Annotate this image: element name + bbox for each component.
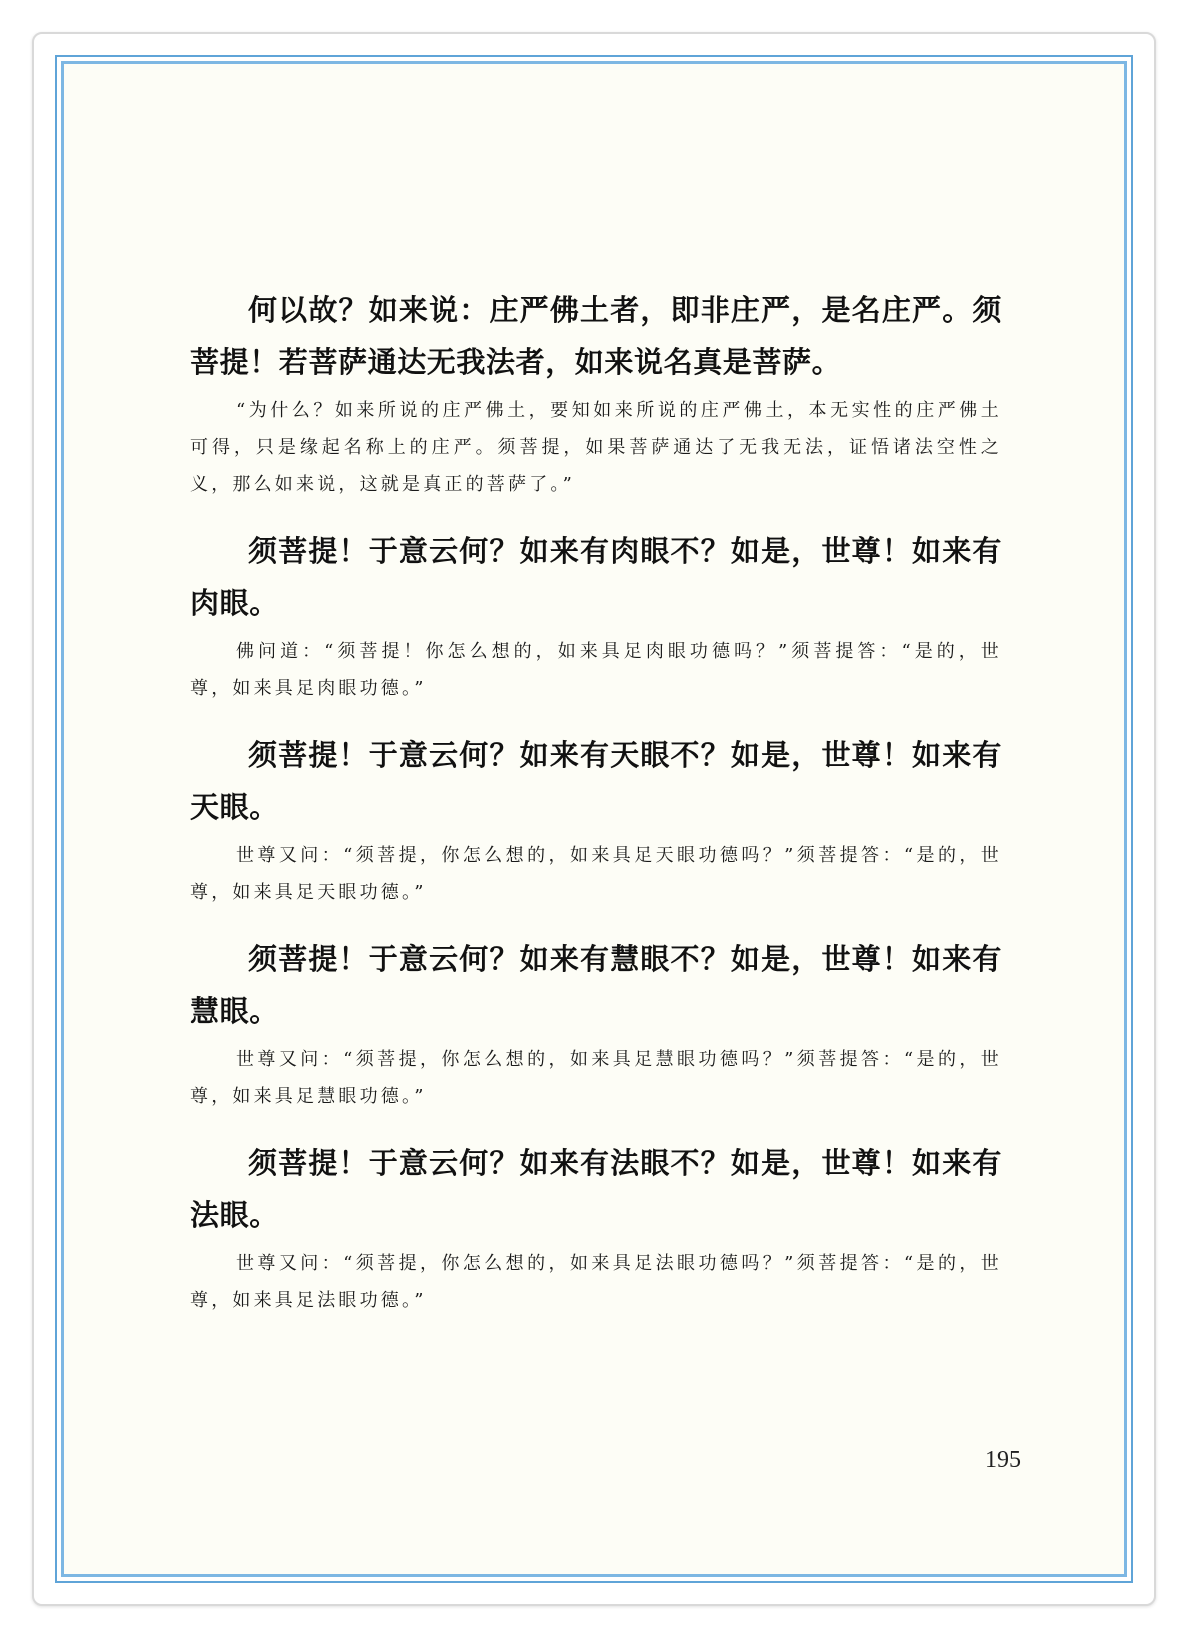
sutra-paragraph-3: 须菩提！于意云何？如来有天眼不？如是，世尊！如来有天眼。 — [190, 738, 1002, 824]
gloss-paragraph-1: “为什么？如来所说的庄严佛土，要知如来所说的庄严佛土，本无实性的庄严佛土可得，只是缘起名称上的庄严。须菩提，如果菩萨通达了无我无法，证悟诸法空性之义，那么如来说，这就是真正的菩萨了。” — [190, 400, 1002, 495]
spacer — [190, 911, 1002, 933]
sutra-paragraph-2: 须菩提！于意云何？如来有肉眼不？如是，世尊！如来有肉眼。 — [190, 534, 1002, 620]
gloss-paragraph-3: 世尊又问：“须菩提，你怎么想的，如来具足天眼功德吗？”须菩提答：“是的，世尊，如来具足天眼功德。” — [190, 845, 1002, 903]
gloss-paragraph-2: 佛问道：“须菩提！你怎么想的，如来具足肉眼功德吗？”须菩提答：“是的，世尊，如来具足肉眼功德。” — [190, 641, 1002, 699]
gloss-paragraph-4: 世尊又问：“须菩提，你怎么想的，如来具足慧眼功德吗？”须菩提答：“是的，世尊，如来具足慧眼功德。” — [190, 1049, 1002, 1107]
page-body — [190, 284, 1002, 1319]
spacer — [190, 707, 1002, 729]
page-number: 195 — [985, 1447, 1021, 1473]
spacer — [190, 503, 1002, 525]
sutra-paragraph-4: 须菩提！于意云何？如来有慧眼不？如是，世尊！如来有慧眼。 — [190, 942, 1002, 1028]
sutra-paragraph-5: 须菩提！于意云何？如来有法眼不？如是，世尊！如来有法眼。 — [190, 1146, 1002, 1232]
gloss-paragraph-5: 世尊又问：“须菩提，你怎么想的，如来具足法眼功德吗？”须菩提答：“是的，世尊，如来具足法眼功德。” — [190, 1253, 1002, 1311]
sutra-paragraph-1: 何以故？如来说：庄严佛土者，即非庄严，是名庄严。须菩提！若菩萨通达无我法者，如来说名真是菩萨。 — [190, 293, 1002, 379]
spacer — [190, 1115, 1002, 1137]
